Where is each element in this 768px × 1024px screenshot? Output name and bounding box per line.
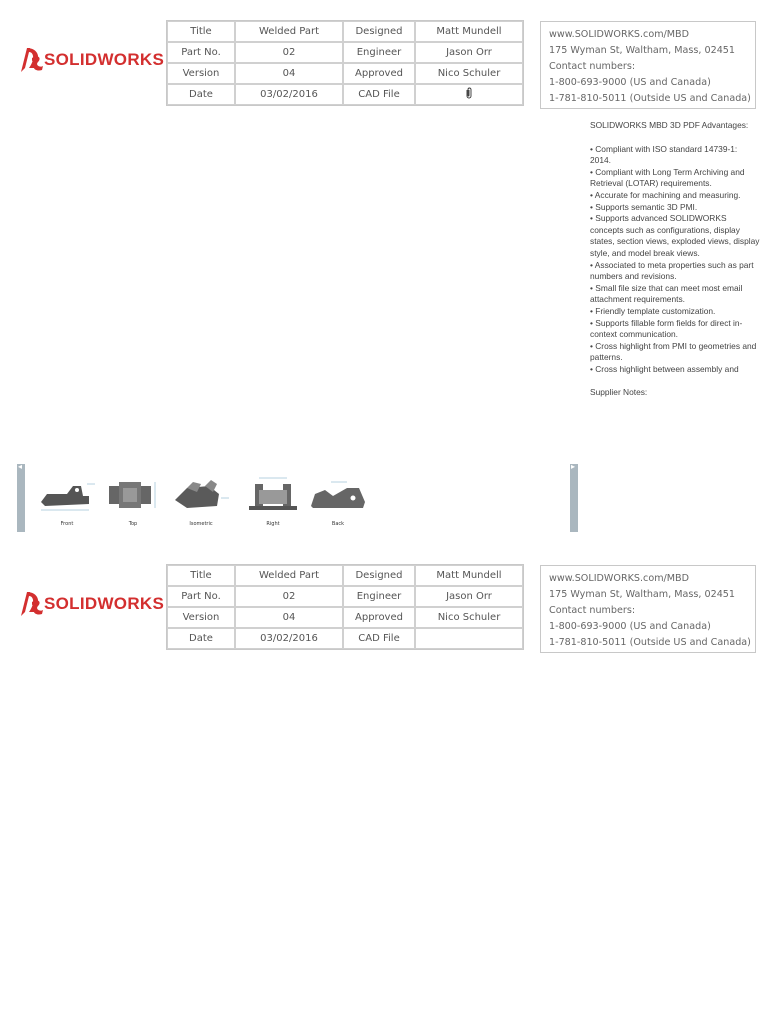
right-arrow-icon[interactable]: ▸ (571, 462, 576, 471)
view-thumb-front[interactable] (37, 476, 97, 527)
logo-wordmark: SOLIDWORKS (44, 594, 165, 613)
advantages-panel (590, 120, 760, 399)
title-value[interactable]: Welded Part (235, 565, 343, 586)
contact-phone-intl: 1-781-810-5011 (Outside US and Canada) (549, 637, 751, 648)
isometric-view-image (169, 476, 233, 516)
date-value[interactable]: 03/02/2016 (235, 628, 343, 649)
view-thumb-back[interactable] (307, 476, 369, 527)
table-row (167, 628, 523, 649)
paperclip-icon[interactable] (465, 87, 473, 99)
contact-box (540, 21, 756, 109)
title-block-table (166, 20, 524, 106)
view-label: Back (331, 521, 345, 527)
advantage-item: • Small file size that can meet most email attachment requirements. (590, 282, 743, 305)
version-value[interactable]: 04 (235, 63, 343, 84)
view-label: Right (266, 521, 280, 527)
contact-box (540, 565, 756, 653)
engineer-value[interactable]: Jason Orr (415, 42, 523, 63)
contact-phone-intl: 1-781-810-5011 (Outside US and Canada) (549, 93, 751, 104)
engineer-label: Engineer (343, 586, 415, 607)
view-carousel (17, 464, 578, 532)
contact-phone-us: 1-800-693-9000 (US and Canada) (549, 621, 711, 632)
ds-logo-icon (18, 44, 44, 76)
engineer-value[interactable]: Jason Orr (415, 586, 523, 607)
table-row (167, 63, 523, 84)
supplier-notes-label: Supplier Notes: (590, 387, 648, 398)
cad-file-value[interactable] (415, 84, 523, 105)
designed-label: Designed (343, 21, 415, 42)
advantage-item: • Cross highlight between assembly and (590, 363, 739, 374)
ds-logo-icon (18, 588, 44, 620)
view-label: Front (60, 521, 74, 527)
advantage-item: • Accurate for machining and measuring. (590, 189, 741, 200)
approved-value[interactable]: Nico Schuler (415, 63, 523, 84)
cad-file-label: CAD File (343, 628, 415, 649)
part-no-label: Part No. (167, 586, 235, 607)
advantage-item: • Supports semantic 3D PMI. (590, 201, 698, 212)
advantage-item: • Friendly template customization. (590, 305, 716, 316)
contact-url[interactable]: www.SOLIDWORKS.com/MBD (549, 573, 690, 584)
table-row (167, 42, 523, 63)
table-row (167, 607, 523, 628)
view-label: Isometric (189, 521, 213, 527)
title-label: Title (167, 565, 235, 586)
title-block-table (166, 564, 524, 650)
engineer-label: Engineer (343, 42, 415, 63)
part-no-value[interactable]: 02 (235, 586, 343, 607)
view-thumb-top[interactable] (105, 476, 161, 527)
advantage-item: • Compliant with ISO standard 14739-1: 2014. (590, 143, 738, 166)
designed-value[interactable]: Matt Mundell (415, 565, 523, 586)
part-no-value[interactable]: 02 (235, 42, 343, 63)
part-no-label: Part No. (167, 42, 235, 63)
view-thumb-isometric[interactable] (169, 476, 233, 527)
advantage-item: • Associated to meta properties such as part numbers and revisions. (590, 259, 754, 282)
top-view-image (105, 476, 161, 516)
solidworks-logo (18, 44, 164, 76)
version-label: Version (167, 63, 235, 84)
carousel-left-scroll[interactable] (17, 464, 25, 532)
table-row (167, 84, 523, 105)
version-label: Version (167, 607, 235, 628)
approved-label: Approved (343, 607, 415, 628)
right-view-image (243, 476, 303, 516)
title-label: Title (167, 21, 235, 42)
cad-file-value[interactable] (415, 628, 523, 649)
advantage-item: • Supports fillable form fields for direct in-context communication. (590, 317, 743, 340)
date-label: Date (167, 628, 235, 649)
designed-value[interactable]: Matt Mundell (415, 21, 523, 42)
table-row (167, 21, 523, 42)
version-value[interactable]: 04 (235, 607, 343, 628)
contact-heading: Contact numbers: (549, 61, 636, 72)
approved-label: Approved (343, 63, 415, 84)
advantage-item: • Supports advanced SOLIDWORKS concepts such as configurations, display states, section views, exploded views, display style, and model break views. (590, 213, 760, 258)
title-value[interactable]: Welded Part (235, 21, 343, 42)
view-thumb-right[interactable] (243, 476, 303, 527)
advantages-heading: SOLIDWORKS MBD 3D PDF Advantages: (590, 120, 749, 130)
front-view-image (37, 476, 97, 516)
contact-url[interactable]: www.SOLIDWORKS.com/MBD (549, 29, 690, 40)
left-arrow-icon[interactable]: ◂ (18, 462, 23, 471)
view-label: Top (128, 521, 138, 527)
table-row (167, 586, 523, 607)
contact-phone-us: 1-800-693-9000 (US and Canada) (549, 77, 711, 88)
contact-heading: Contact numbers: (549, 605, 636, 616)
cad-file-label: CAD File (343, 84, 415, 105)
back-view-image (307, 476, 369, 516)
designed-label: Designed (343, 565, 415, 586)
table-row (167, 565, 523, 586)
contact-address: 175 Wyman St, Waltham, Mass, 02451 (549, 45, 736, 56)
advantage-item: • Compliant with Long Term Archiving and Retrieval (LOTAR) requirements. (590, 166, 745, 189)
contact-address: 175 Wyman St, Waltham, Mass, 02451 (549, 589, 736, 600)
logo-wordmark: SOLIDWORKS (44, 50, 165, 69)
solidworks-logo (18, 588, 164, 620)
date-value[interactable]: 03/02/2016 (235, 84, 343, 105)
advantage-item: • Cross highlight from PMI to geometries and patterns. (590, 340, 757, 363)
approved-value[interactable]: Nico Schuler (415, 607, 523, 628)
carousel-right-scroll[interactable] (570, 464, 578, 532)
date-label: Date (167, 84, 235, 105)
